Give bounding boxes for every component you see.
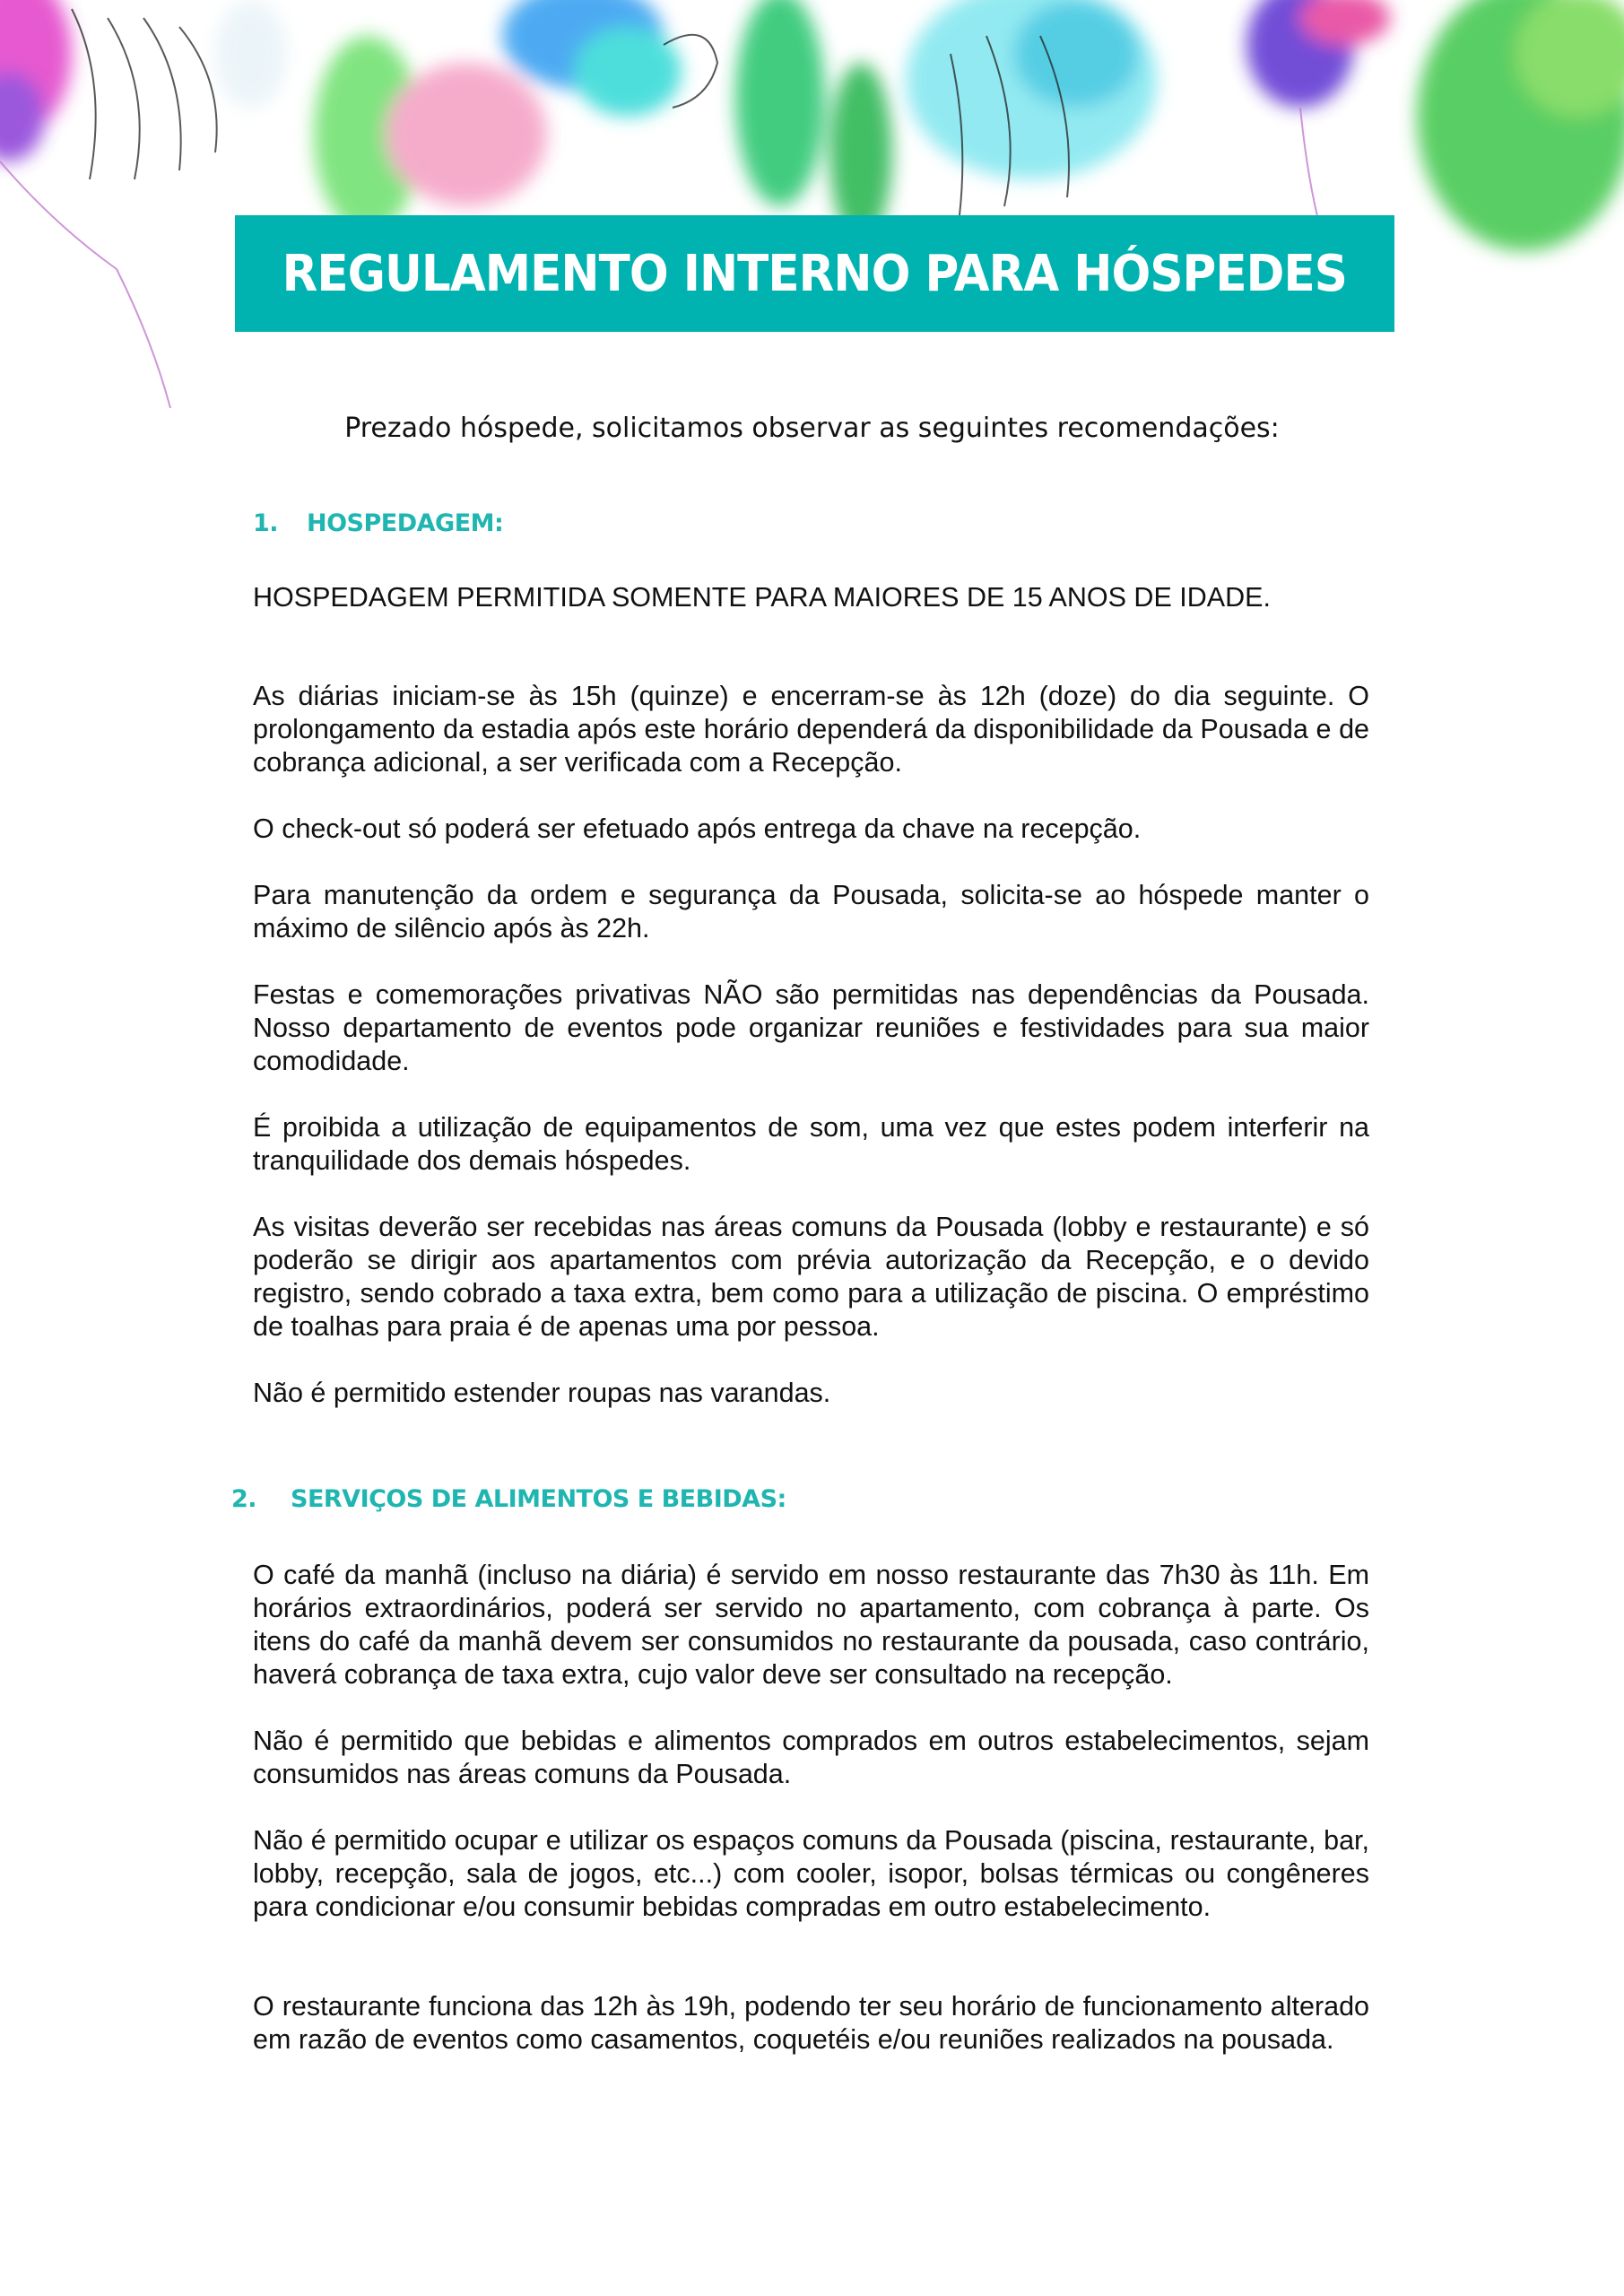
title-banner [235,215,1394,332]
section-heading-alimentos-bebidas [231,1485,786,1513]
paragraph-breakfast: O café da manhã (incluso na diária) é servido em nosso restaurante das 7h30 às 11h. Em horários extraordinários, poderá ser servido no apartamento, com cobrança à parte. Os itens do café da manhã devem ser consumidos no restaurante da pousada, caso contrário, haverá cobrança de taxa extra, cujo valor deve ser consultado na recepção. [253,1560,1369,1690]
paragraph-restaurant-hours: O restaurante funciona das 12h às 19h, podendo ter seu horário de funcionamento alterado em razão de eventos como casamentos, coquetéis e/ou reuniões realizados na pousada. [253,1991,1369,2055]
section-heading-hospedagem [253,509,503,537]
paragraph-visitors: As visitas deverão ser recebidas nas áreas comuns da Pousada (lobby e restaurante) e só poderão se dirigir aos apartamentos com prévia autorização da Recepção, e o devido registro, sendo cobrado a taxa extra, bem como para a utilização de piscina. O empréstimo de toalhas para praia é de apenas uma por pessoa. [253,1212,1369,1342]
paragraph-sound-equipment: É proibida a utilização de equipamentos de som, uma vez que estes podem interferir na tranquilidade dos demais hóspedes. [253,1112,1369,1176]
floral-header-illustration [0,0,1624,413]
paragraph-age-restriction: HOSPEDAGEM PERMITIDA SOMENTE PARA MAIORES DE 15 ANOS DE IDADE. [253,582,1271,613]
section-title: HOSPEDAGEM: [307,509,504,537]
paragraph-coolers: Não é permitido ocupar e utilizar os espaços comuns da Pousada (piscina, restaurante, bar, lobby, recepção, sala de jogos, etc...) com cooler, isopor, bolsas térmicas ou congêneres para condicionar e/ou consumir bebidas compradas em outro estabelecimento. [253,1825,1369,1922]
paragraph-parties: Festas e comemorações privativas NÃO são permitidas nas dependências da Pousada. Nosso departamento de eventos pode organizar reuniões e festividades para sua maior comodidade. [253,979,1369,1076]
paragraph-outside-food: Não é permitido que bebidas e alimentos comprados em outros estabelecimentos, sejam consumidos nas áreas comuns da Pousada. [253,1726,1369,1789]
section-title: SERVIÇOS DE ALIMENTOS E BEBIDAS: [291,1485,786,1513]
paragraph-check-out: O check-out só poderá ser efetuado após entrega da chave na recepção. [253,813,1142,844]
intro-text: Prezado hóspede, solicitamos observar as seguintes recomendações: [344,413,1280,444]
paragraph-silence: Para manutenção da ordem e segurança da Pousada, solicita-se ao hóspede manter o máximo de silêncio após às 22h. [253,880,1369,944]
paragraph-check-in-times: As diárias iniciam-se às 15h (quinze) e encerram-se às 12h (doze) do dia seguinte. O prolongamento da estadia após este horário dependerá da disponibilidade da Pousada e de cobrança adicional, a ser verificada com a Recepção. [253,681,1369,778]
document-title: REGULAMENTO INTERNO PARA HÓSPEDES [282,244,1348,303]
paragraph-laundry: Não é permitido estender roupas nas varandas. [253,1378,831,1408]
section-number: 2. [231,1485,257,1513]
section-number: 1. [253,509,279,537]
